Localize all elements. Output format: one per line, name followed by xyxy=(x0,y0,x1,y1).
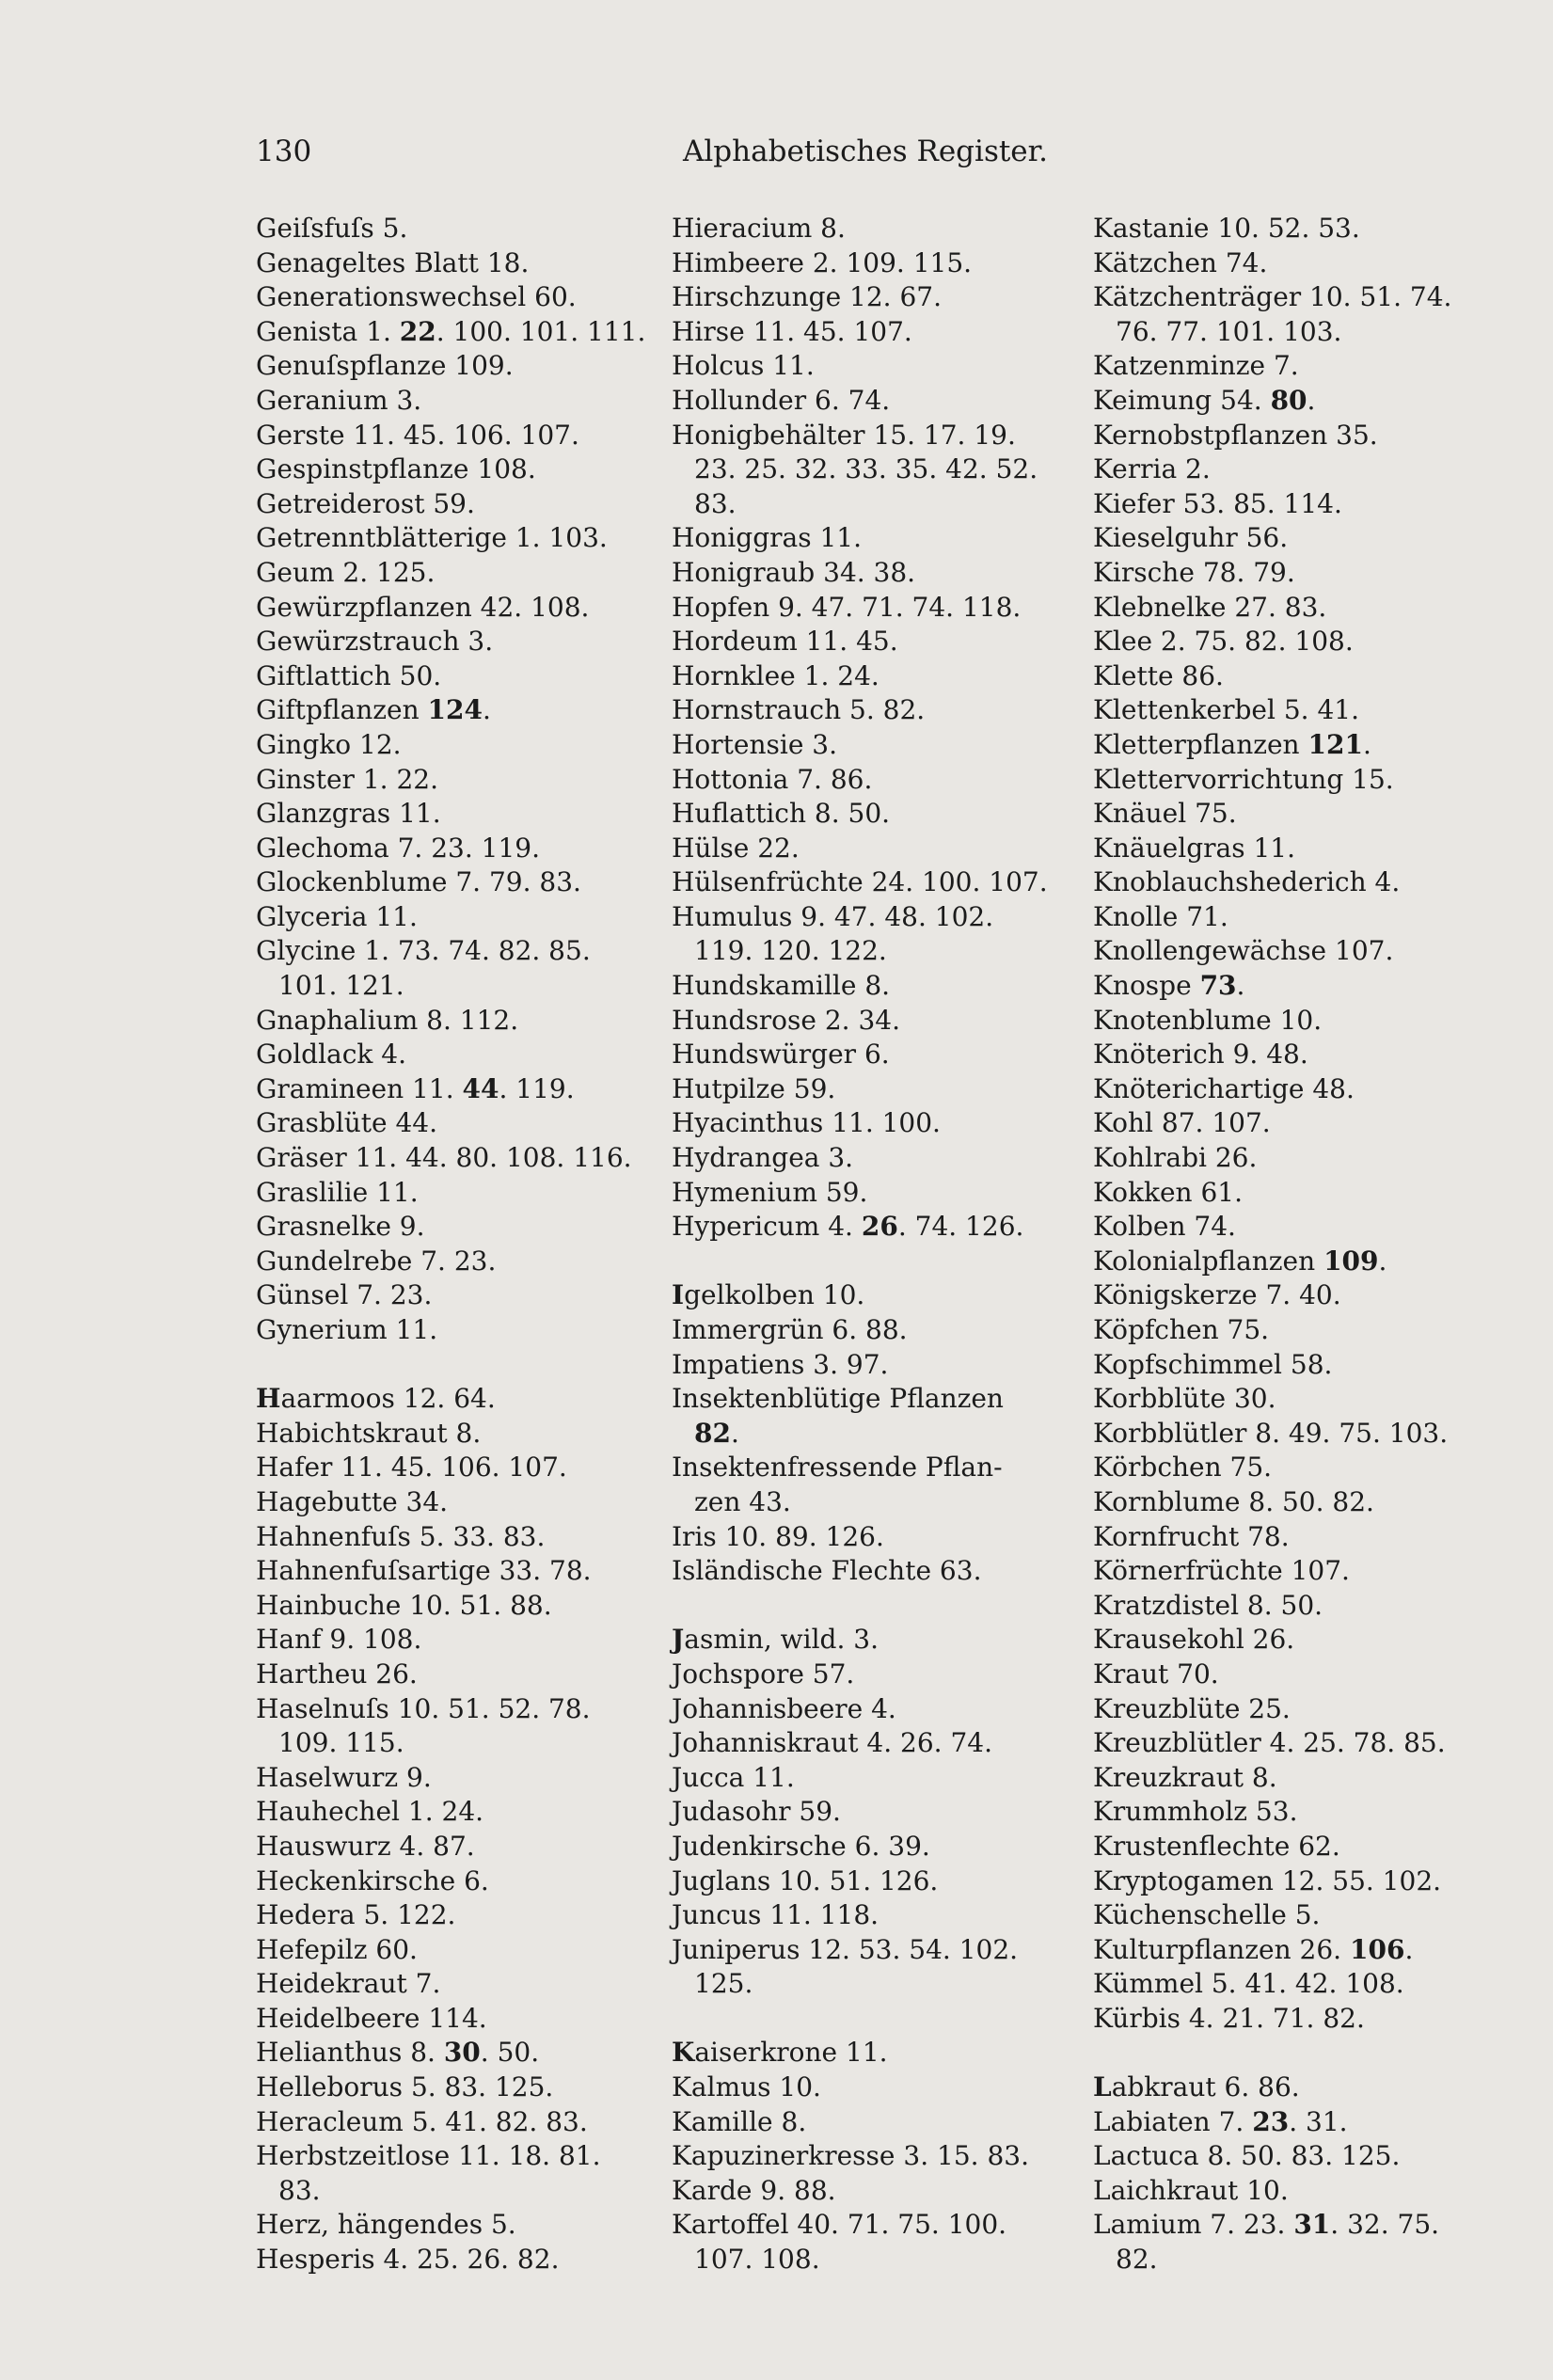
index-entry: Kätzchen 74. xyxy=(1093,246,1268,278)
index-entry: Hirse 11. 45. 107. xyxy=(672,315,912,347)
index-entry: Knöterichartige 48. xyxy=(1093,1072,1355,1104)
index-entry-continuation: 119. 120. 122. xyxy=(694,935,887,967)
index-entry: Kartoffel 40. 71. 75. 100. xyxy=(672,2209,1007,2241)
index-entry: Hefepilz 60. xyxy=(256,1933,418,1965)
index-entry: Hordeum 11. 45. xyxy=(672,626,898,658)
index-entry: Glyceria 11. xyxy=(256,900,418,932)
index-entry: Kornfrucht 78. xyxy=(1093,1520,1290,1552)
index-entry: Kolben 74. xyxy=(1093,1211,1236,1243)
index-entry: Körbchen 75. xyxy=(1093,1452,1273,1484)
index-entry: Himbeere 2. 109. 115. xyxy=(672,246,973,278)
index-entry: Johannisbeere 4. xyxy=(672,1692,896,1724)
index-entry: Kratzdistel 8. 50. xyxy=(1093,1589,1323,1621)
index-entry: Hieracium 8. xyxy=(672,213,846,244)
index-entry: Hanf 9. 108. xyxy=(256,1624,422,1656)
index-entry: Knoblauchshederich 4. xyxy=(1093,866,1401,898)
index-entry: Igelkolben 10. xyxy=(672,1279,865,1311)
index-entry: Karde 9. 88. xyxy=(672,2174,836,2206)
index-entry: Kieselguhr 56. xyxy=(1093,522,1289,554)
index-entry: Haselwurz 9. xyxy=(256,1761,432,1793)
index-entry: Hirschzunge 12. 67. xyxy=(672,281,943,313)
index-entry: Giftlattich 50. xyxy=(256,659,442,691)
index-entry: Korbblüte 30. xyxy=(1093,1383,1276,1415)
index-entry: Genista 1. 22. 100. 101. 111. xyxy=(256,315,646,347)
index-entry: Jasmin, wild. 3. xyxy=(672,1624,879,1656)
index-entry: Hauswurz 4. 87. xyxy=(256,1830,475,1862)
index-entry: Honigbehälter 15. 17. 19. xyxy=(672,419,1016,451)
index-entry-continuation: 23. 25. 32. 33. 35. 42. 52. xyxy=(694,453,1038,485)
index-entry: Kalmus 10. xyxy=(672,2071,821,2103)
index-entry: Hundsrose 2. 34. xyxy=(672,1004,901,1036)
index-entry: Heckenkirsche 6. xyxy=(256,1864,489,1896)
index-entry: Kernobstpflanzen 35. xyxy=(1093,419,1378,451)
index-entry: Kryptogamen 12. 55. 102. xyxy=(1093,1864,1442,1896)
index-entry: Hornklee 1. 24. xyxy=(672,659,880,691)
index-entry: Hagebutte 34. xyxy=(256,1485,449,1517)
index-entry: Kreuzblüte 25. xyxy=(1093,1692,1291,1724)
index-entry-continuation: 82. xyxy=(1116,2244,1158,2276)
index-entry: Humulus 9. 47. 48. 102. xyxy=(672,900,994,932)
index-entry: Heracleum 5. 41. 82. 83. xyxy=(256,2105,588,2137)
index-entry: Hedera 5. 122. xyxy=(256,1899,456,1931)
index-entry: Kerria 2. xyxy=(1093,453,1211,485)
index-column-1 xyxy=(256,212,645,2277)
index-entry: Labkraut 6. 86. xyxy=(1093,2071,1300,2103)
index-entry: Honigraub 34. 38. xyxy=(672,556,916,588)
index-entry: Lactuca 8. 50. 83. 125. xyxy=(1093,2140,1401,2172)
index-entry-continuation: 83. xyxy=(278,2174,321,2206)
index-column-2 xyxy=(672,212,1048,2277)
index-entry: Gramineen 11. 44. 119. xyxy=(256,1072,575,1104)
index-entry: Getrenntblätterige 1. 103. xyxy=(256,522,608,554)
index-entry: Kürbis 4. 21. 71. 82. xyxy=(1093,2002,1365,2034)
index-entry: Hafer 11. 45. 106. 107. xyxy=(256,1452,567,1484)
index-entry: Gerste 11. 45. 106. 107. xyxy=(256,419,579,451)
index-entry: Hottonia 7. 86. xyxy=(672,763,873,795)
index-entry: Hahnenfuſsartige 33. 78. xyxy=(256,1555,592,1587)
index-entry: Hydrangea 3. xyxy=(672,1142,854,1174)
index-entry: Hülsenfrüchte 24. 100. 107. xyxy=(672,866,1048,898)
index-entry: Klette 86. xyxy=(1093,659,1224,691)
index-entry: Herbstzeitlose 11. 18. 81. xyxy=(256,2140,601,2172)
index-entry: Kreuzblütler 4. 25. 78. 85. xyxy=(1093,1727,1446,1759)
index-entry: Genuſspflanze 109. xyxy=(256,350,514,382)
index-entry: Kletterpflanzen 121. xyxy=(1093,728,1371,760)
index-entry: Gundelrebe 7. 23. xyxy=(256,1245,497,1277)
index-entry: Herz, hängendes 5. xyxy=(256,2209,516,2241)
index-entry: Holcus 11. xyxy=(672,350,815,382)
index-entry: Haarmoos 12. 64. xyxy=(256,1383,496,1415)
index-entry: Heidekraut 7. xyxy=(256,1968,441,2000)
index-entry: Kopfschimmel 58. xyxy=(1093,1348,1333,1380)
index-entry: Kornblume 8. 50. 82. xyxy=(1093,1485,1374,1517)
index-entry: Klebnelke 27. 83. xyxy=(1093,591,1327,623)
index-entry: Körnerfrüchte 107. xyxy=(1093,1555,1350,1587)
index-entry: Korbblütler 8. 49. 75. 103. xyxy=(1093,1417,1449,1449)
index-entry: Goldlack 4. xyxy=(256,1039,407,1071)
index-entry: Isländische Flechte 63. xyxy=(672,1555,982,1587)
index-entry: Kaiserkrone 11. xyxy=(672,2037,888,2069)
index-entry: Kraut 70. xyxy=(1093,1658,1219,1690)
index-entry: Hartheu 26. xyxy=(256,1658,418,1690)
index-entry: Kiefer 53. 85. 114. xyxy=(1093,487,1342,519)
index-entry: Hainbuche 10. 51. 88. xyxy=(256,1589,552,1621)
index-entry: Juglans 10. 51. 126. xyxy=(672,1864,939,1896)
index-entry: Knöterich 9. 48. xyxy=(1093,1039,1308,1071)
index-entry: Hollunder 6. 74. xyxy=(672,384,891,416)
index-entry: Klettenkerbel 5. 41. xyxy=(1093,694,1359,726)
index-entry: Knollengewächse 107. xyxy=(1093,935,1394,967)
index-entry: Geiſsfuſs 5. xyxy=(256,213,408,244)
index-entry: Glycine 1. 73. 74. 82. 85. xyxy=(256,935,591,967)
index-entry: Glockenblume 7. 79. 83. xyxy=(256,866,581,898)
index-entry: Honiggras 11. xyxy=(672,522,862,554)
index-entry: Knäuelgras 11. xyxy=(1093,832,1296,864)
index-entry: Immergrün 6. 88. xyxy=(672,1314,908,1345)
index-entry: Hundskamille 8. xyxy=(672,970,891,1002)
index-entry-continuation: 109. 115. xyxy=(278,1727,404,1759)
index-entry: Gespinstpflanze 108. xyxy=(256,453,536,485)
index-entry: Geranium 3. xyxy=(256,384,422,416)
index-entry-continuation: 82. xyxy=(694,1417,739,1449)
index-entry: Jucca 11. xyxy=(672,1761,795,1793)
section-gap xyxy=(1093,2036,1451,2071)
index-entry: Knotenblume 10. xyxy=(1093,1004,1323,1036)
index-column-3 xyxy=(1093,212,1451,2277)
index-entry-continuation: 101. 121. xyxy=(278,970,404,1002)
index-entry: Gewürzstrauch 3. xyxy=(256,626,494,658)
index-entry: Hortensie 3. xyxy=(672,728,838,760)
index-entry: Knäuel 75. xyxy=(1093,798,1237,830)
section-gap xyxy=(256,1348,645,1383)
index-entry: Kohl 87. 107. xyxy=(1093,1107,1271,1139)
index-entry: Juncus 11. 118. xyxy=(672,1899,880,1931)
index-entry: Helianthus 8. 30. 50. xyxy=(256,2037,540,2069)
index-entry: Kolonialpflanzen 109. xyxy=(1093,1245,1387,1277)
index-entry: Günsel 7. 23. xyxy=(256,1279,433,1311)
index-entry: Graslilie 11. xyxy=(256,1176,419,1208)
index-entry: Geum 2. 125. xyxy=(256,556,436,588)
index-entry: Gnaphalium 8. 112. xyxy=(256,1004,519,1036)
index-entry: Grasnelke 9. xyxy=(256,1211,425,1243)
section-gap xyxy=(672,1589,1048,1624)
index-entry: Königskerze 7. 40. xyxy=(1093,1279,1341,1311)
index-entry: Kastanie 10. 52. 53. xyxy=(1093,213,1360,244)
index-entry: Gewürzpflanzen 42. 108. xyxy=(256,591,590,623)
index-entry: Judenkirsche 6. 39. xyxy=(672,1830,930,1862)
index-entry: Kümmel 5. 41. 42. 108. xyxy=(1093,1968,1404,2000)
index-entry: Keimung 54. 80. xyxy=(1093,384,1316,416)
index-entry: Judasohr 59. xyxy=(672,1796,841,1828)
index-entry: Johanniskraut 4. 26. 74. xyxy=(672,1727,993,1759)
index-entry: Katzenminze 7. xyxy=(1093,350,1299,382)
index-entry: Kirsche 78. 79. xyxy=(1093,556,1295,588)
index-entry: Haselnuſs 10. 51. 52. 78. xyxy=(256,1692,591,1724)
index-entry: Gräser 11. 44. 80. 108. 116. xyxy=(256,1142,632,1174)
index-entry: Getreiderost 59. xyxy=(256,487,475,519)
index-entry: Knolle 71. xyxy=(1093,900,1228,932)
index-entry: Grasblüte 44. xyxy=(256,1107,437,1139)
index-entry: Hülse 22. xyxy=(672,832,800,864)
index-entry: Klee 2. 75. 82. 108. xyxy=(1093,626,1354,658)
index-entry-continuation: 76. 77. 101. 103. xyxy=(1116,315,1342,347)
index-entry: Hymenium 59. xyxy=(672,1176,868,1208)
index-entry: Kamille 8. xyxy=(672,2105,807,2137)
index-entry: Kreuzkraut 8. xyxy=(1093,1761,1277,1793)
index-entry: Helleborus 5. 83. 125. xyxy=(256,2071,554,2103)
index-entry: Jochspore 57. xyxy=(672,1658,855,1690)
page-title: Alphabetisches Register. xyxy=(683,135,1048,168)
index-entry: Lamium 7. 23. 31. 32. 75. xyxy=(1093,2209,1440,2241)
index-entry-continuation: 125. xyxy=(694,1968,753,2000)
index-entry: Labiaten 7. 23. 31. xyxy=(1093,2105,1348,2137)
page-number: 130 xyxy=(256,135,312,168)
section-gap xyxy=(672,1245,1048,1279)
index-entry: Hutpilze 59. xyxy=(672,1072,836,1104)
index-entry: Kohlrabi 26. xyxy=(1093,1142,1258,1174)
index-entry: Hahnenfuſs 5. 33. 83. xyxy=(256,1520,546,1552)
index-entry: Insektenfressende Pflan- xyxy=(672,1452,1003,1484)
index-entry: Hypericum 4. 26. 74. 126. xyxy=(672,1211,1024,1243)
index-entry: Heidelbeere 114. xyxy=(256,2002,487,2034)
index-entry: Huflattich 8. 50. xyxy=(672,798,891,830)
index-entry: Glechoma 7. 23. 119. xyxy=(256,832,540,864)
index-entry: Insektenblütige Pflanzen xyxy=(672,1383,1004,1415)
index-entry: Küchenschelle 5. xyxy=(1093,1899,1321,1931)
index-entry: Giftpflanzen 124. xyxy=(256,694,491,726)
index-entry: Gynerium 11. xyxy=(256,1314,438,1345)
index-entry: Generationswechsel 60. xyxy=(256,281,577,313)
index-entry: Hesperis 4. 25. 26. 82. xyxy=(256,2244,560,2276)
section-gap xyxy=(672,2002,1048,2037)
index-entry: Habichtskraut 8. xyxy=(256,1417,482,1449)
index-entry: Hundswürger 6. xyxy=(672,1039,890,1071)
index-entry-continuation: zen 43. xyxy=(694,1485,791,1517)
index-entry: Hornstrauch 5. 82. xyxy=(672,694,926,726)
index-entry: Genageltes Blatt 18. xyxy=(256,246,530,278)
index-entry: Gingko 12. xyxy=(256,728,402,760)
index-entry: Laichkraut 10. xyxy=(1093,2174,1289,2206)
index-entry: Krausekohl 26. xyxy=(1093,1624,1295,1656)
index-entry: Hyacinthus 11. 100. xyxy=(672,1107,941,1139)
index-entry: Hopfen 9. 47. 71. 74. 118. xyxy=(672,591,1022,623)
index-entry: Iris 10. 89. 126. xyxy=(672,1520,884,1552)
index-entry: Kätzchenträger 10. 51. 74. xyxy=(1093,281,1452,313)
index-entry: Impatiens 3. 97. xyxy=(672,1348,889,1380)
index-entry: Juniperus 12. 53. 54. 102. xyxy=(672,1933,1019,1965)
index-entry-continuation: 107. 108. xyxy=(694,2244,820,2276)
index-entry: Kokken 61. xyxy=(1093,1176,1243,1208)
index-entry: Kulturpflanzen 26. 106. xyxy=(1093,1933,1414,1965)
index-entry: Knospe 73. xyxy=(1093,970,1245,1002)
index-entry: Kapuzinerkresse 3. 15. 83. xyxy=(672,2140,1029,2172)
index-entry: Glanzgras 11. xyxy=(256,798,441,830)
index-entry-continuation: 83. xyxy=(694,487,737,519)
index-entry: Krummholz 53. xyxy=(1093,1796,1298,1828)
index-entry: Klettervorrichtung 15. xyxy=(1093,763,1394,795)
index-entry: Ginster 1. 22. xyxy=(256,763,438,795)
index-entry: Hauhechel 1. 24. xyxy=(256,1796,484,1828)
index-entry: Krustenflechte 62. xyxy=(1093,1830,1340,1862)
index-entry: Köpfchen 75. xyxy=(1093,1314,1270,1345)
